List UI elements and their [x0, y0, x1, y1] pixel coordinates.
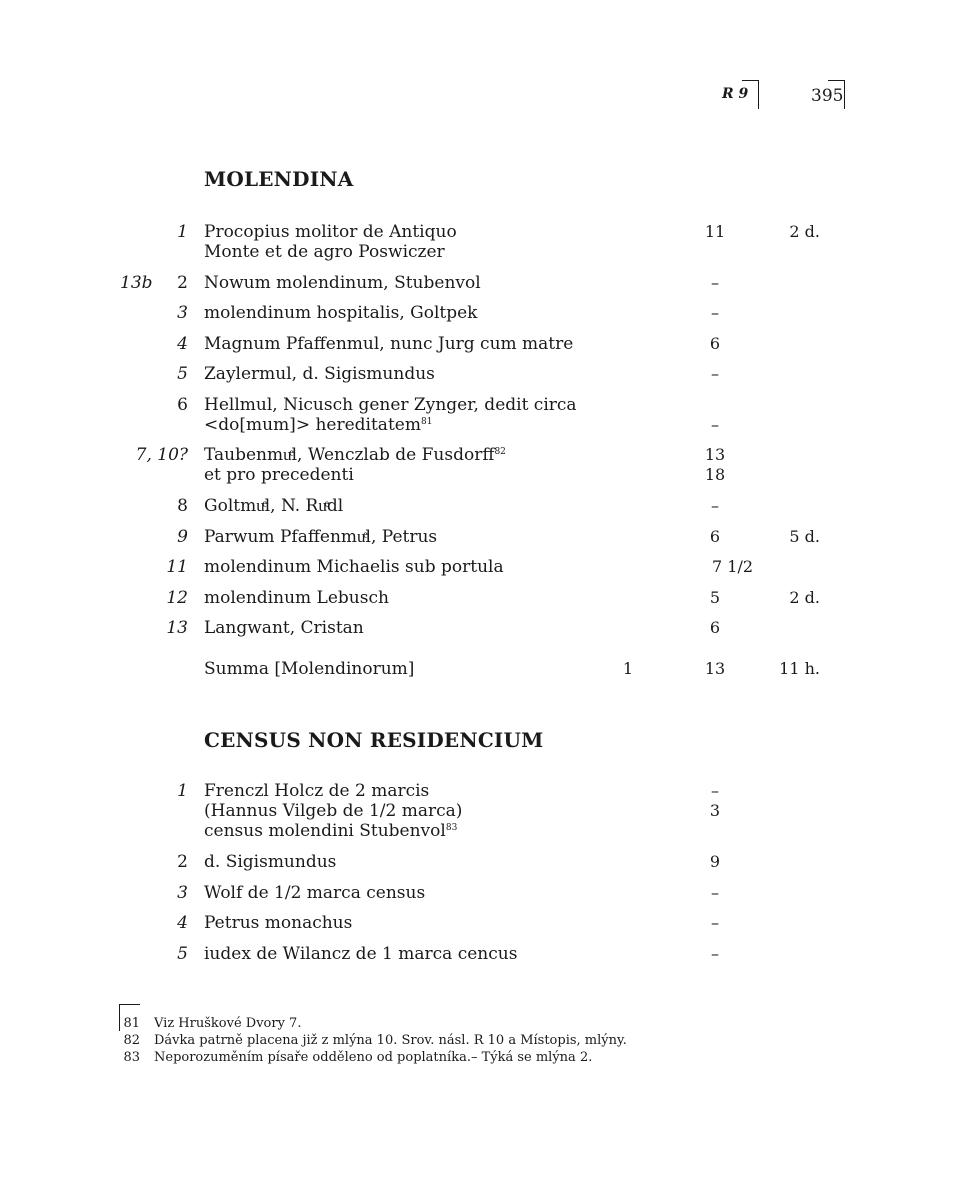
row-number: 5: [177, 364, 188, 384]
row-number: 6: [177, 395, 188, 415]
row-number: 12: [166, 588, 188, 608]
row-number: 3: [177, 303, 188, 323]
value-grossi: –: [711, 781, 719, 800]
page-number-bracket: [828, 80, 845, 109]
row-number: 7, 10?: [135, 445, 188, 465]
value-grossi: –: [711, 496, 719, 515]
entry-text: <do[mum]> hereditatem$^{81}$: [204, 415, 433, 435]
section-mark-bracket: [742, 80, 759, 109]
row-number: 2: [177, 273, 188, 293]
value-grossi: –: [711, 415, 719, 434]
row-number: 1: [177, 222, 188, 242]
entry-text: Langwant, Cristan: [204, 618, 364, 638]
entry-text: molendinum Lebusch: [204, 588, 389, 608]
entry-text: Hellmul, Nicusch gener Zynger, dedit circa: [204, 395, 577, 415]
entry-text: Wolf de 1/2 marca census: [204, 883, 426, 903]
value-denarii: 2 d.: [789, 588, 820, 607]
footnote-ref: 82: [494, 447, 506, 457]
value-grossi: 6: [709, 618, 721, 637]
entry-text: et pro precedenti: [204, 465, 354, 485]
entry-text: Goltmuͤl, N. Ruͤdl: [204, 496, 344, 516]
entry-text: d. Sigismundus: [204, 852, 337, 872]
entry-text: iudex de Wilancz de 1 marca cencus: [204, 944, 518, 964]
entry-text: Procopius molitor de Antiquo: [204, 222, 457, 242]
value-grossi: –: [711, 913, 719, 932]
entry-text: Taubenmuͤl, Wenczlab de Fusdorff$^{82}$: [204, 445, 506, 465]
value-grossi: 9: [709, 852, 721, 871]
footnote-ref: 81: [420, 417, 433, 427]
section-mark: R 9: [722, 86, 749, 102]
row-number: 11: [166, 557, 188, 577]
footnote-text: Dávka patrně placena již z mlýna 10. Srov. násl. R 10 a Místopis, mlýny.: [154, 1033, 627, 1048]
margin-folio: 13b: [120, 273, 153, 293]
value-grossi: –: [711, 883, 719, 902]
entry-text: census molendini Stubenvol$^{83}$: [204, 821, 458, 841]
entry-text: Nowum molendinum, Stubenvol: [204, 273, 481, 293]
value-grossi: 6: [709, 334, 721, 353]
entry-text: (Hannus Vilgeb de 1/2 marca): [204, 801, 463, 821]
entry-text: Magnum Pfaffenmul, nunc Jurg cum matre: [204, 334, 574, 354]
value-denarii: 2 d.: [789, 222, 820, 241]
footnote-text: Viz Hruškové Dvory 7.: [154, 1016, 302, 1031]
summa-label: Summa [Molendinorum]: [204, 659, 415, 679]
footnote-number: 82: [123, 1033, 140, 1048]
value-grossi: –: [711, 303, 719, 322]
value-grossi: –: [711, 364, 719, 383]
value-grossi: 6: [709, 527, 721, 546]
row-number: 13: [166, 618, 188, 638]
row-number: 3: [177, 883, 188, 903]
value-grossi: 5: [709, 588, 721, 607]
value-denarii: 5 d.: [789, 527, 820, 546]
entry-text: molendinum hospitalis, Goltpek: [204, 303, 478, 323]
entry-text: Zaylermul, d. Sigismundus: [204, 364, 435, 384]
value-grossi: –: [711, 944, 719, 963]
section-title-census: CENSUS NON RESIDENCIUM: [204, 728, 544, 752]
value-grossi: 7 1/2: [712, 557, 754, 576]
value-grossi: –: [711, 273, 719, 292]
entry-text: Frenczl Holcz de 2 marcis: [204, 781, 430, 801]
row-number: 4: [177, 913, 188, 933]
row-number: 2: [177, 852, 188, 872]
entry-text: molendinum Michaelis sub portula: [204, 557, 504, 577]
footnote-number: 83: [123, 1050, 140, 1065]
value-grossi: 18: [704, 465, 726, 484]
summa-hallers: 11 h.: [779, 659, 820, 678]
row-number: 8: [177, 496, 188, 516]
footnote-number: 81: [123, 1016, 140, 1031]
value-grossi: 3: [709, 801, 721, 820]
entry-text: Monte et de agro Poswiczer: [204, 242, 445, 262]
summa-marks: 1: [622, 659, 634, 678]
footnote-text: Neporozuměním písaře odděleno od poplatníka.– Týká se mlýna 2.: [154, 1050, 593, 1065]
page-number: 395: [811, 86, 844, 106]
entry-text: Parwum Pfaffenmuͤl, Petrus: [204, 527, 438, 547]
summa-grossi: 13: [704, 659, 726, 678]
row-number: 9: [177, 527, 188, 547]
entry-text: Petrus monachus: [204, 913, 353, 933]
value-grossi: 11: [704, 222, 726, 241]
footnote-ref: 83: [445, 823, 458, 833]
value-grossi: 13: [704, 445, 726, 464]
section-title-molendina: MOLENDINA: [204, 167, 354, 191]
row-number: 4: [177, 334, 188, 354]
row-number: 5: [177, 944, 188, 964]
row-number: 1: [177, 781, 188, 801]
